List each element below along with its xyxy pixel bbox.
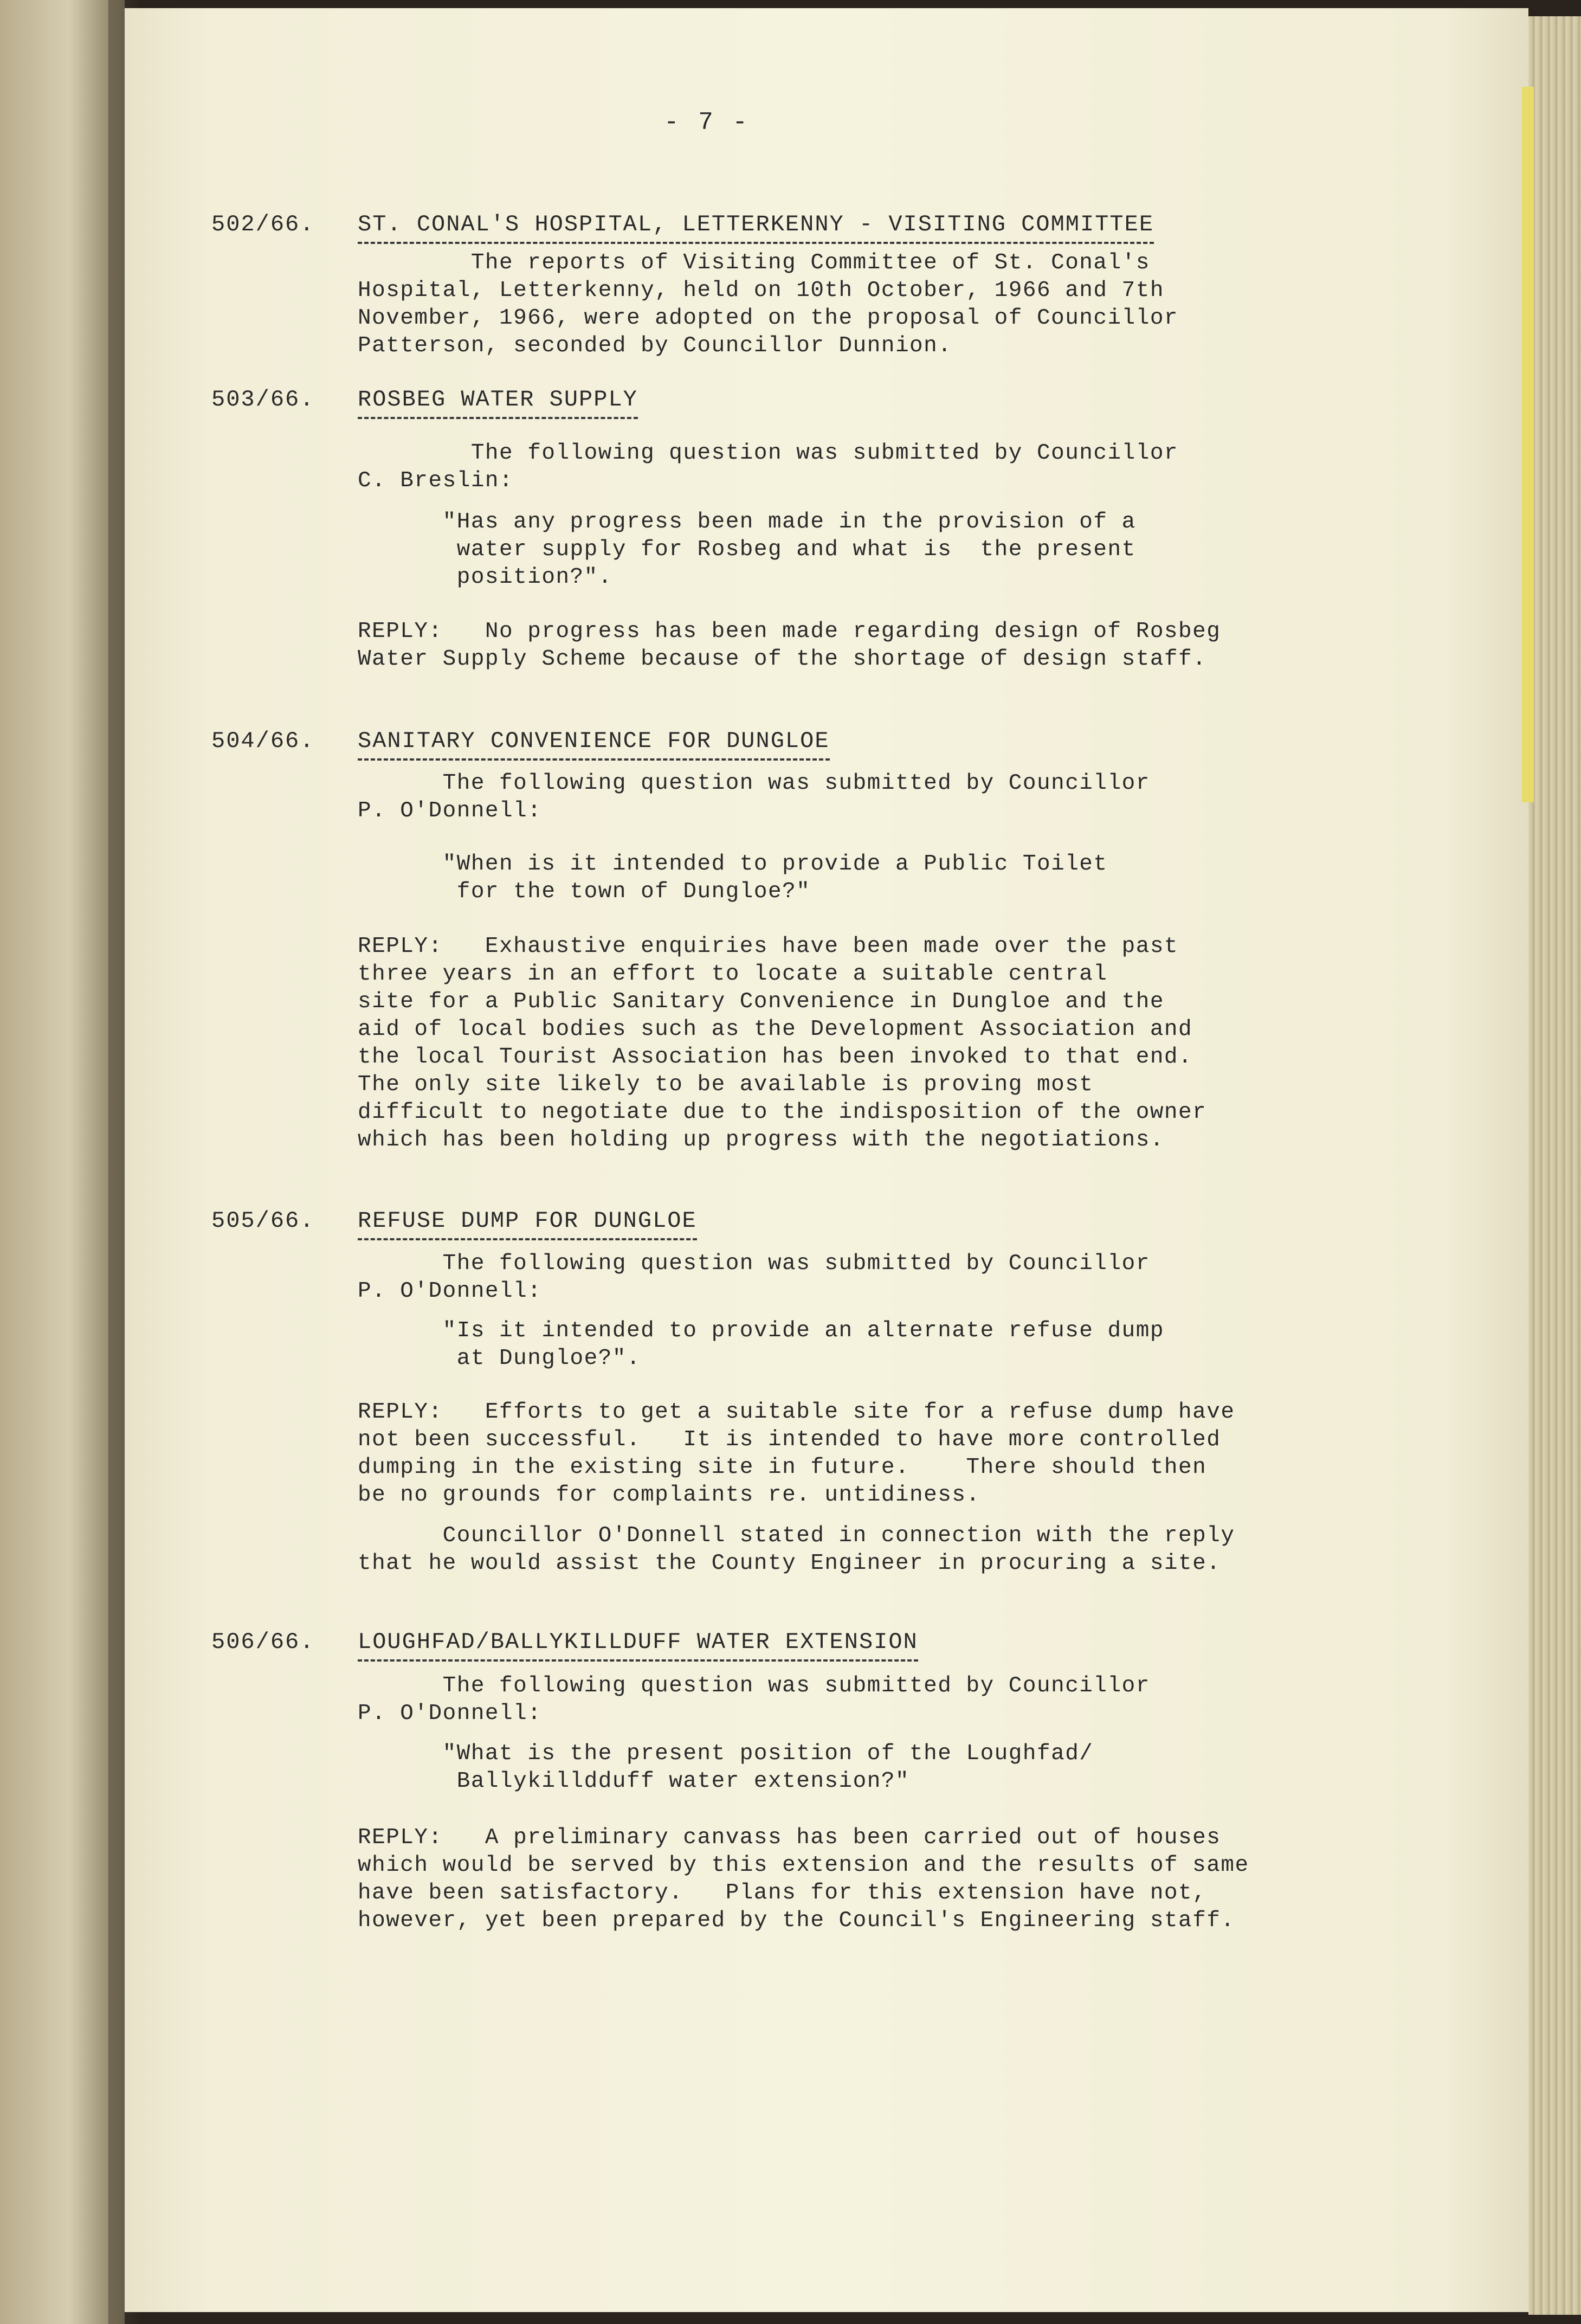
page-edges [1528,16,1581,2315]
page-number: - 7 - [664,108,750,137]
question-intro: The following question was submitted by Councillor P. O'Donnell: [358,771,1150,823]
note-text: Councillor O'Donnell stated in connection with the reply that he would assist the County Engineer in procuring a site. [358,1523,1235,1576]
question-text: "What is the present position of the Loughfad/ Ballykilldduff water extension?" [442,1741,1094,1794]
section-number: 502/66. [211,211,315,237]
section-number: 506/66. [211,1629,315,1655]
question-text: "Is it intended to provide an alternate refuse dump at Dungloe?". [442,1318,1164,1371]
question-intro: The following question was submitted by Councillor P. O'Donnell: [358,1251,1150,1304]
section-title: LOUGHFAD/BALLYKILLDUFF WATER EXTENSION [358,1629,918,1662]
question-intro: The following question was submitted by Councillor C. Breslin: [358,441,1179,493]
section-title: ST. CONAL'S HOSPITAL, LETTERKENNY - VISITING COMMITTEE [358,211,1154,244]
section-title: REFUSE DUMP FOR DUNGLOE [358,1208,697,1240]
section-number: 504/66. [211,728,315,754]
question-intro: The following question was submitted by Councillor P. O'Donnell: [358,1673,1150,1726]
section-number: 505/66. [211,1208,315,1234]
book-gutter-left [0,0,125,2324]
reply-text: REPLY: No progress has been made regarding design of Rosbeg Water Supply Scheme because of the shortage of design staff. [358,619,1221,672]
section-title: SANITARY CONVENIENCE FOR DUNGLOE [358,728,830,761]
yellow-page-tab [1522,87,1534,802]
reply-text: REPLY: Efforts to get a suitable site for a refuse dump have not been successful. It is intended to have more controlled dumping in the existing site in future. There should then be no grounds for complaints re. untidiness. [358,1400,1235,1508]
reply-text: REPLY: Exhaustive enquiries have been made over the past three years in an effort to locate a suitable central site for a Public Sanitary Convenience in Dungloe and the aid of local bodies such as the Development Association and the local Tourist Association has been invoked to that end. The only site likely to be available is proving most difficult to negotiate due to the indisposition of the owner which has been holding up progress with the negotiations. [358,934,1207,1153]
reply-text: REPLY: A preliminary canvass has been carried out of houses which would be served by this extension and the results of same have been satisfactory. Plans for this extension have not, however, yet been prepared by the Council's Engineering staff. [358,1825,1249,1933]
question-text: "Has any progress been made in the provision of a water supply for Rosbeg and what is the present position?". [442,510,1136,590]
section-title: ROSBEG WATER SUPPLY [358,387,638,419]
question-text: "When is it intended to provide a Public Toilet for the town of Dungloe?" [442,852,1108,904]
section-body: The reports of Visiting Committee of St. Conal's Hospital, Letterkenny, held on 10th October, 1966 and 7th November, 1966, were adopted on the proposal of Councillor Patterson, seconded by Councillor Dunnion. [358,250,1179,358]
section-number: 503/66. [211,387,315,413]
